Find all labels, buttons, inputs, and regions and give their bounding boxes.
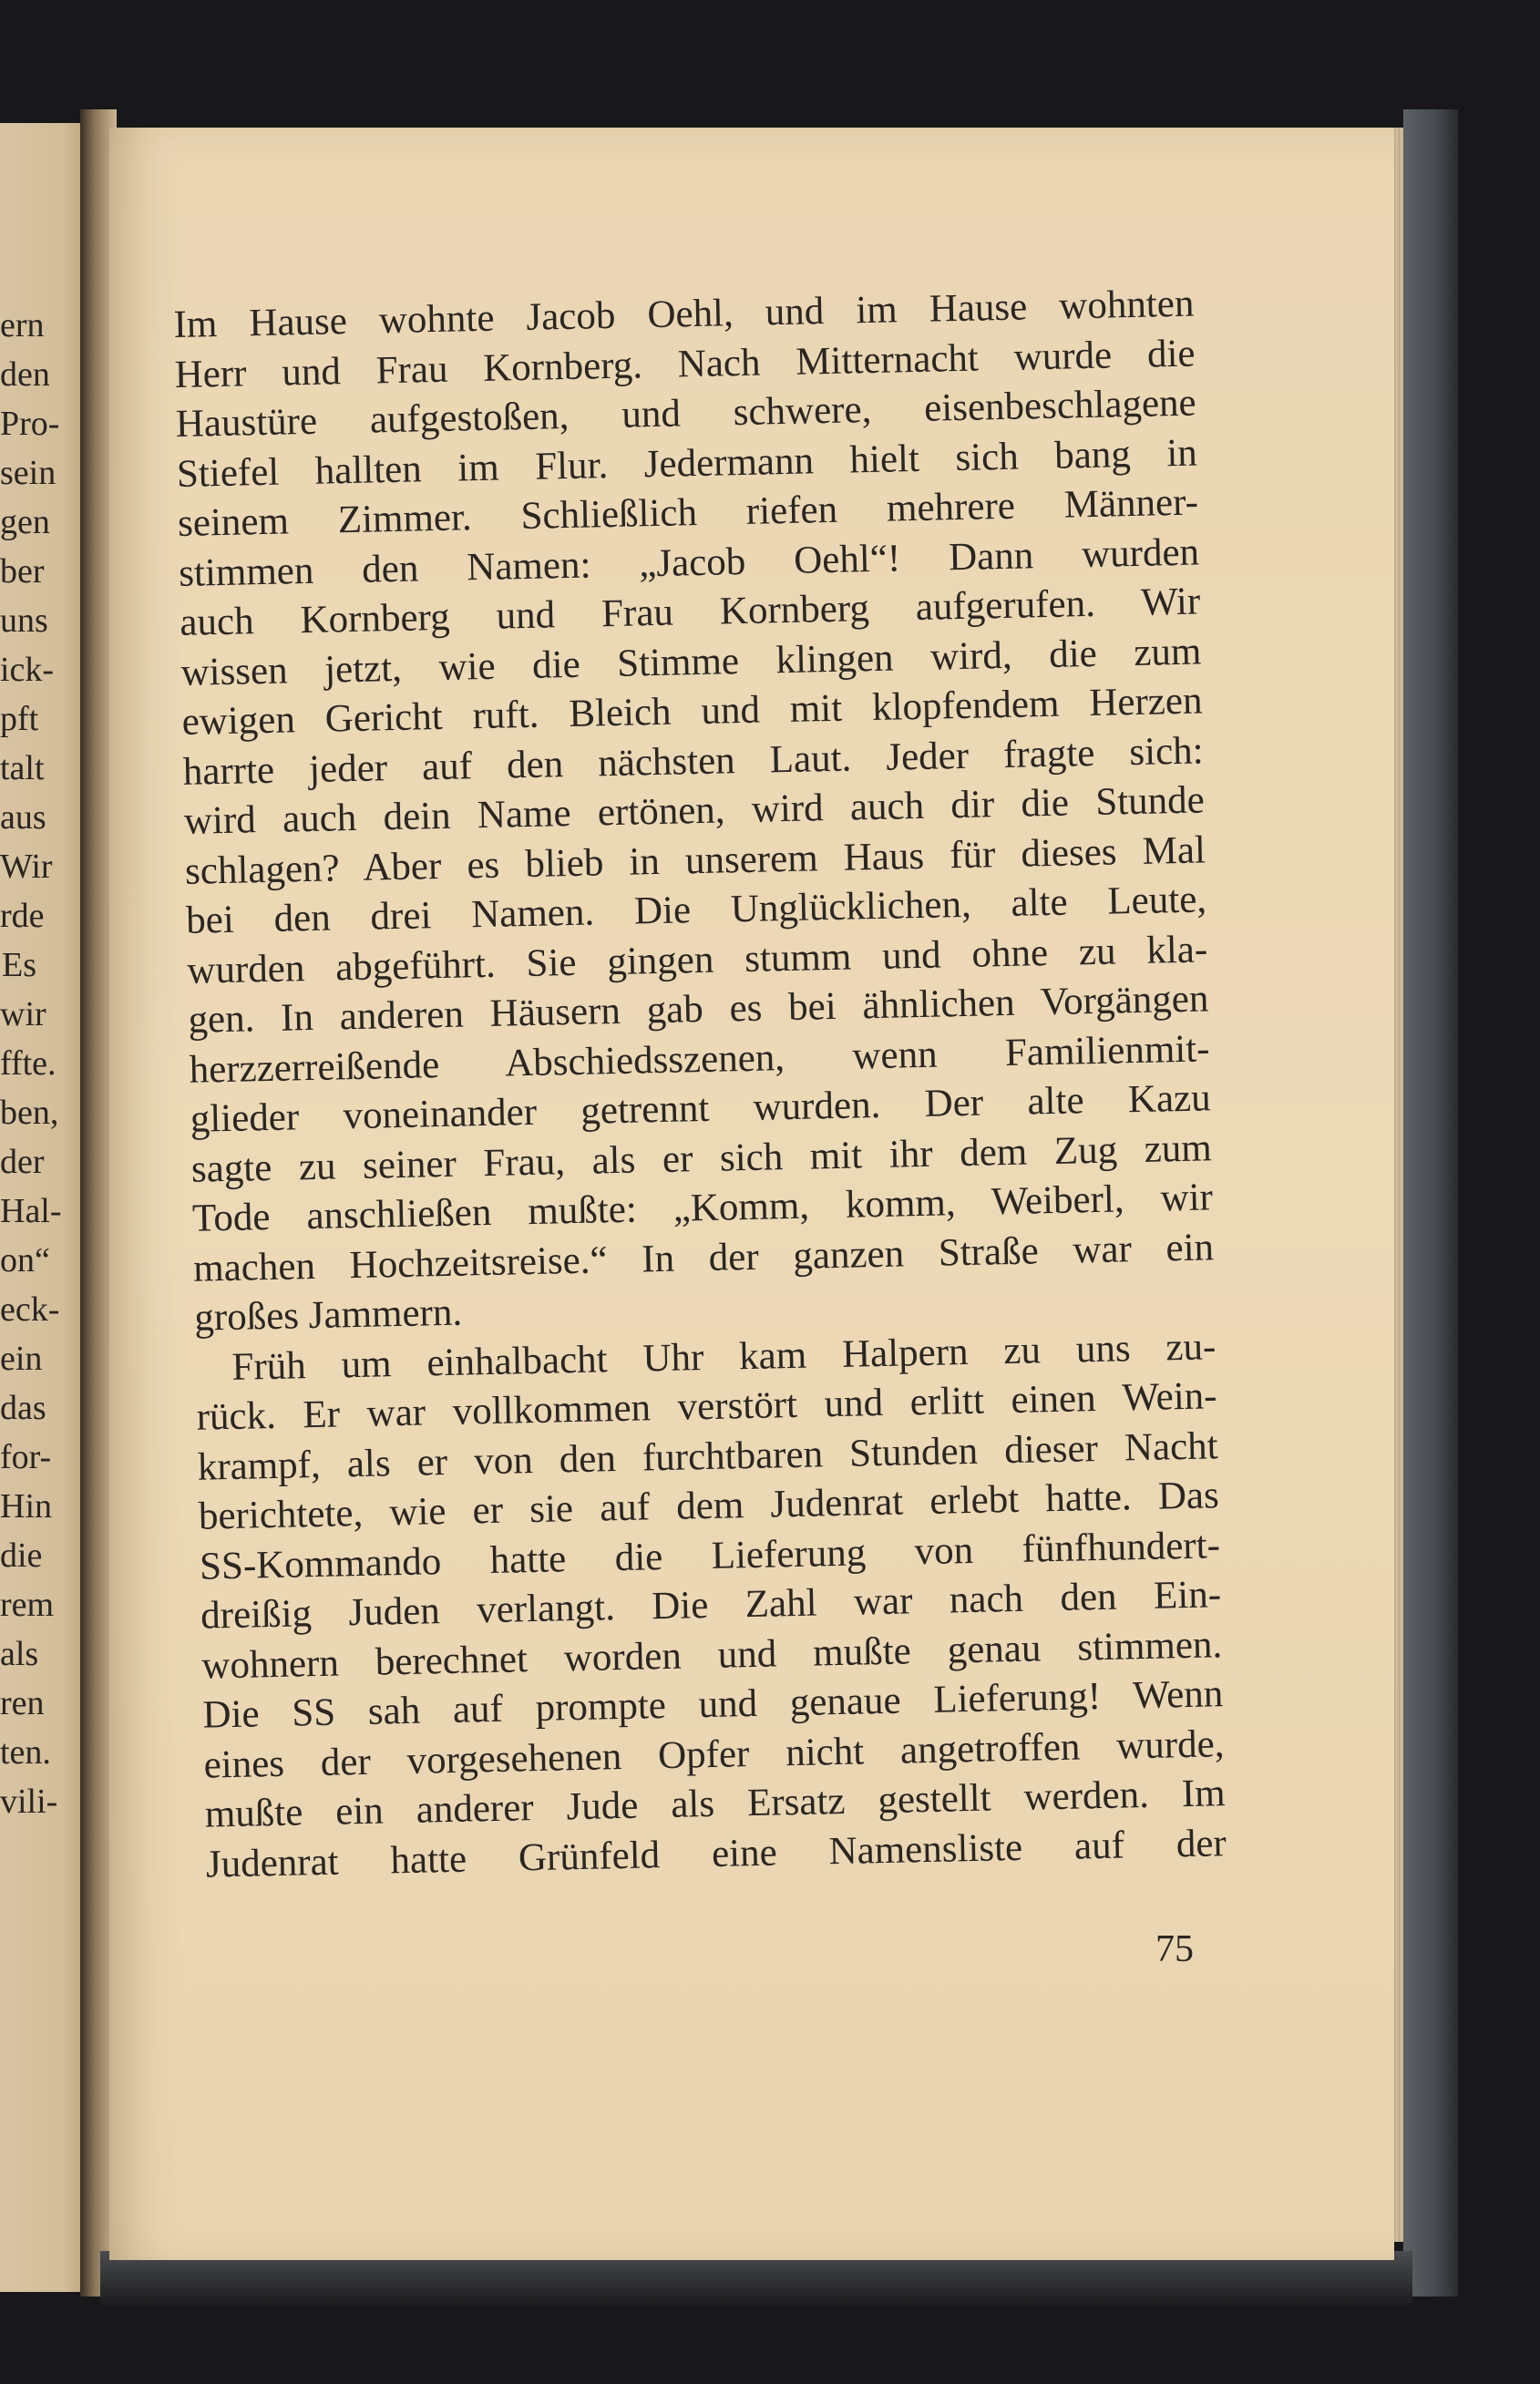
- left-page-fragment: den: [0, 355, 50, 394]
- text-line: großes Jammern.: [193, 1290, 463, 1340]
- left-page-fragment: Es: [2, 946, 36, 984]
- text-line: seinem Zimmer. Schließlich riefen mehrere Männer-: [177, 480, 1199, 545]
- left-page-fragment: der: [0, 1143, 45, 1181]
- text-line: Stiefel hallten im Flur. Jedermann hielt sich bang in: [176, 431, 1198, 496]
- left-page-fragment: Pro-: [0, 405, 60, 443]
- book-cover-edge: [1403, 109, 1458, 2297]
- text-line: sagte zu seiner Frau, als er sich mit ihr dem Zug zum: [190, 1125, 1213, 1191]
- text-line: machen Hochzeitsreise.“ In der ganzen Straße war ein: [192, 1225, 1215, 1290]
- text-line: krampf, als er von den furchtbaren Stunden dieser Nacht: [197, 1423, 1219, 1489]
- left-page-fragment: aus: [0, 798, 46, 837]
- left-page-fragment: ben,: [0, 1094, 59, 1132]
- text-line: wissen jetzt, wie die Stimme klingen wird, die zum: [180, 629, 1202, 694]
- page-number: 75: [1155, 1928, 1194, 1970]
- left-page-fragment: wir: [0, 995, 46, 1033]
- text-line: mußte ein anderer Jude als Ersatz gestellt werden. Im: [204, 1772, 1227, 1836]
- left-page-fragment: ten.: [0, 1733, 51, 1772]
- text-line: harrte jeder auf den nächsten Laut. Jeder fragte sich:: [182, 728, 1205, 794]
- left-page-fragment: Wir: [0, 848, 53, 886]
- left-page-fragment: for-: [0, 1438, 52, 1476]
- left-page-fragment: on“: [0, 1241, 50, 1279]
- left-page-fragment: rem: [0, 1586, 55, 1624]
- left-page-fragment: ffte.: [0, 1044, 56, 1083]
- text-line: ewigen Gericht ruft. Bleich und mit klopfendem Herzen: [181, 679, 1203, 744]
- text-line: eines der vorgesehenen Opfer nicht angetroffen wurde,: [203, 1721, 1225, 1787]
- text-line: stimmen den Namen: „Jacob Oehl“! Dann wurden: [178, 529, 1200, 595]
- left-page-fragment: ber: [0, 552, 45, 591]
- left-page-fragment: ren: [0, 1684, 45, 1722]
- text-line: bei den drei Namen. Die Unglücklichen, alte Leute,: [185, 878, 1207, 942]
- left-page-fragment: sein: [0, 454, 56, 492]
- left-page-fragment: als: [0, 1635, 39, 1673]
- left-page-fragment: rde: [0, 897, 45, 935]
- left-page-fragment: die: [0, 1536, 43, 1575]
- text-line: wird auch dein Name ertönen, wird auch dir die Stunde: [183, 778, 1206, 843]
- left-page-fragment: ick-: [0, 651, 55, 689]
- left-page-fragment: gen: [0, 503, 50, 541]
- text-line: rück. Er war vollkommen verstört und erlitt einen Wein-: [196, 1374, 1217, 1439]
- text-line: Im Hause wohnte Jacob Oehl, und im Hause wohnten: [173, 282, 1195, 346]
- left-page-fragment: ern: [0, 306, 45, 344]
- page-body-text: [173, 280, 1227, 1890]
- text-line: Tode anschließen mußte: „Komm, komm, Weiberl, wir: [191, 1176, 1214, 1240]
- text-line: wohnern berechnet worden und mußte genau stimmen.: [200, 1622, 1223, 1688]
- left-page-fragment: talt: [0, 749, 45, 787]
- left-page-text-edge: [0, 301, 62, 1826]
- text-line: herzzerreißende Abschiedsszenen, wenn Familienmit-: [189, 1026, 1210, 1092]
- text-line: schlagen? Aber es blieb in unserem Haus für dieses Mal: [184, 827, 1206, 893]
- text-line: wurden abgeführt. Sie gingen stumm und ohne zu kla-: [186, 927, 1208, 992]
- left-page-fragment: Hin: [0, 1487, 52, 1526]
- left-page-fragment: vili-: [0, 1783, 58, 1821]
- left-page-fragment: pft: [0, 700, 39, 738]
- text-line: SS-Kommando hatte die Lieferung von fünfhundert-: [199, 1523, 1221, 1588]
- text-line: Die SS sah auf prompte und genaue Lieferung! Wenn: [202, 1672, 1224, 1737]
- text-line: Judenrat hatte Grünfeld eine Namensliste auf der: [205, 1821, 1227, 1886]
- text-line: berichtete, wie er sie auf dem Judenrat erlebt hatte. Das: [198, 1474, 1220, 1538]
- text-line: gen. In anderen Häusern gab es bei ähnlichen Vorgängen: [188, 977, 1209, 1042]
- text-line: glieder voneinander getrennt wurden. Der alte Kazu: [190, 1076, 1212, 1141]
- left-page-fragment: ein: [0, 1340, 43, 1378]
- left-page-fragment: Hal-: [0, 1192, 62, 1230]
- left-page-fragment: eck-: [0, 1290, 60, 1329]
- text-line: auch Kornberg und Frau Kornberg aufgerufen. Wir: [179, 580, 1201, 644]
- text-line: Früh um einhalbacht Uhr kam Halpern zu uns zu-: [231, 1324, 1217, 1389]
- text-line: Herr und Frau Kornberg. Nach Mitternacht wurde die: [174, 332, 1196, 396]
- left-page-fragment: das: [0, 1389, 46, 1427]
- left-page-fragment: uns: [0, 601, 48, 640]
- text-line: dreißig Juden verlangt. Die Zahl war nach den Ein-: [200, 1573, 1222, 1638]
- text-line: Haustüre aufgestoßen, und schwere, eisenbeschlagene: [175, 381, 1197, 446]
